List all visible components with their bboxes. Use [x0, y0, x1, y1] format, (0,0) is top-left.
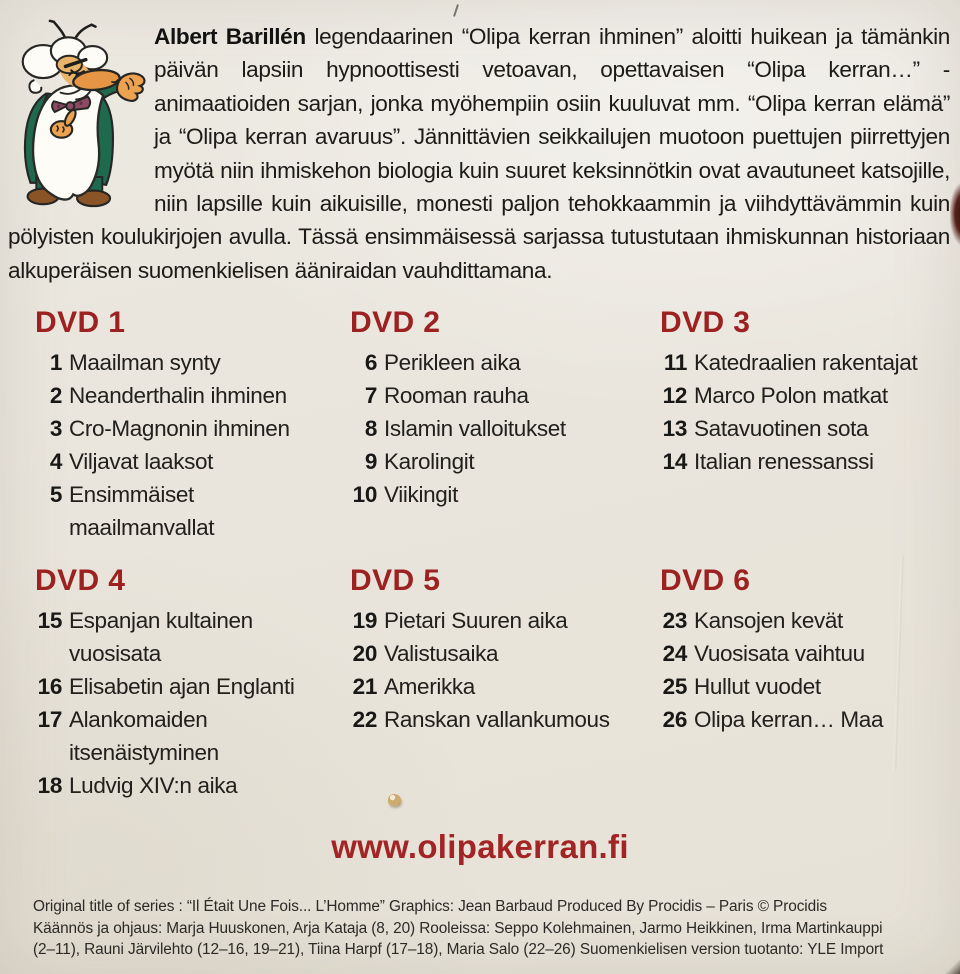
disc-heading: DVD 4	[35, 564, 126, 598]
episode-number: 12	[662, 383, 687, 409]
episode-row	[660, 604, 950, 637]
episode-number: 2	[49, 383, 62, 409]
episode-row	[35, 769, 315, 802]
episode-row	[660, 670, 950, 703]
episode-number: 4	[49, 449, 62, 475]
episode-number: 19	[352, 608, 377, 634]
episode-number: 22	[352, 707, 377, 733]
paper-crumb	[388, 794, 401, 806]
episode-row	[660, 637, 950, 670]
episode-row	[660, 445, 950, 478]
episode-number: 6	[364, 350, 377, 376]
disc-section-dvd4	[35, 565, 315, 802]
disc-heading: DVD 2	[350, 306, 441, 340]
disc-listings-grid	[0, 287, 960, 802]
episode-number: 9	[364, 449, 377, 475]
maestro-mascot-illustration	[8, 16, 150, 210]
episode-title: Ensimmäiset maailmanvallat	[69, 482, 215, 541]
intro-text: legendaarinen “Olipa kerran ihminen” aloitti huikean ja tämänkin päivän lapsiin hypnoottisesti vetoavan, opettavaisen “Olipa kerran…” -animaatioiden sarjan, jonka myöhempiin osiin kuuluvat mm. “Olipa kerran elämä” ja “Olipa kerran avaruus”. Jännittävien seikkailujen muotoon puettujen piirrettyjen myötä niin ihmiskehon biologia kuin suuret keksinnötkin ovat avautuneet katsojille, niin lapsille kuin aikuisille, monesti paljon tehokkaammin ja viihdyttävämmin kuin pölyisten koulukirjojen avulla. Tässä ensimmäisessä sarjassa tutustutaan ihmiskunnan historiaan alkuperäisen suomenkielisen ääniraidan vauhdittamana.	[8, 24, 951, 283]
episode-number: 25	[662, 674, 687, 700]
episode-row	[350, 445, 625, 478]
maestro-mascot-icon	[8, 16, 150, 210]
episode-title: Kansojen kevät	[694, 608, 843, 634]
episode-title: Alankomaiden itsenäistyminen	[69, 707, 219, 766]
episode-row	[350, 703, 625, 736]
episode-row	[35, 412, 315, 445]
disc-heading: DVD 5	[350, 564, 441, 598]
episode-title: Maailman synty	[69, 350, 221, 376]
episode-number: 24	[662, 641, 687, 667]
episode-title: Marco Polon matkat	[694, 383, 888, 409]
disc-section-dvd2	[350, 307, 625, 544]
disc-section-dvd5	[350, 565, 625, 802]
episode-number: 15	[37, 608, 62, 634]
credits-line-cast-production: (2–11), Rauni Järvilehto (12–16, 19–21), Tiina Harpf (17–18), Maria Salo (22–26) Suomenkielisen version tuotanto: YLE Import	[33, 941, 884, 959]
episode-row	[35, 478, 315, 544]
episode-row	[350, 478, 625, 511]
episode-number: 26	[662, 707, 687, 733]
episode-row	[350, 412, 625, 445]
credits-block	[0, 866, 960, 961]
episode-row	[350, 670, 625, 703]
episode-title: Olipa kerran… Maa	[694, 707, 884, 733]
episode-title: Viljavat laaksot	[69, 449, 214, 475]
disc-heading: DVD 3	[660, 306, 751, 340]
episode-title: Espanjan kultainen vuosisata	[69, 608, 253, 667]
episode-number: 21	[352, 674, 377, 700]
credits-line-original-title: Original title of series : “Il Était Une Fois... L’Homme” Graphics: Jean Barbaud Produced By Procidis – Paris © Procidis	[33, 898, 827, 916]
episode-number: 14	[662, 449, 687, 475]
episode-title: Cro-Magnonin ihminen	[69, 416, 290, 442]
disc-section-dvd1	[35, 307, 315, 544]
episode-row	[35, 703, 315, 769]
episode-title: Perikleen aika	[384, 350, 521, 376]
disc-section-dvd3	[660, 307, 950, 544]
episode-title: Elisabetin ajan Englanti	[69, 674, 295, 700]
episode-title: Vuosisata vaihtuu	[694, 641, 865, 667]
disc-section-dvd6	[660, 565, 950, 802]
episode-title: Viikingit	[384, 482, 458, 508]
episode-number: 3	[49, 416, 62, 442]
episode-number: 11	[663, 350, 687, 376]
episode-title: Katedraalien rakentajat	[694, 350, 918, 376]
episode-row	[350, 346, 625, 379]
photo-corner-shadow	[942, 956, 960, 974]
episode-number: 10	[352, 482, 377, 508]
author-name: Albert Barillén	[154, 24, 306, 49]
episode-number: 13	[662, 416, 687, 442]
episode-title: Ranskan vallankumous	[384, 707, 610, 733]
episode-row	[35, 604, 315, 670]
disc-heading: DVD 6	[660, 564, 751, 598]
episode-number: 16	[37, 674, 62, 700]
episode-number: 20	[352, 641, 377, 667]
photo-edge-shadow	[950, 183, 960, 245]
episode-number: 8	[364, 416, 377, 442]
episode-row	[350, 379, 625, 412]
episode-title: Karolingit	[384, 449, 475, 475]
episode-number: 1	[49, 350, 62, 376]
episode-row	[660, 346, 950, 379]
episode-row	[660, 703, 950, 736]
episode-row	[350, 637, 625, 670]
episode-row	[35, 445, 315, 478]
episode-title: Valistusaika	[384, 641, 499, 667]
episode-title: Islamin valloitukset	[384, 416, 566, 442]
episode-title: Amerikka	[384, 674, 475, 700]
episode-row	[35, 346, 315, 379]
episode-title: Italian renessanssi	[694, 449, 874, 475]
episode-row	[35, 379, 315, 412]
episode-row	[660, 379, 950, 412]
intro-section	[0, 0, 960, 287]
episode-number: 17	[37, 707, 62, 733]
credits-line-translation-cast: Käännös ja ohjaus: Marja Huuskonen, Arja Kataja (8, 20) Rooleissa: Seppo Kolehmainen, Jarmo Heikkinen, Irma Martinkauppi	[33, 919, 883, 937]
episode-number: 7	[364, 383, 377, 409]
website-url: www.olipakerran.fi	[331, 828, 629, 866]
episode-title: Hullut vuodet	[694, 674, 821, 700]
disc-heading: DVD 1	[35, 306, 126, 340]
episode-number: 5	[49, 482, 62, 508]
episode-row	[350, 604, 625, 637]
episode-title: Ludvig XIV:n aika	[69, 773, 238, 799]
episode-title: Rooman rauha	[384, 383, 529, 409]
episode-row	[660, 412, 950, 445]
episode-title: Neanderthalin ihminen	[69, 383, 287, 409]
episode-title: Pietari Suuren aika	[384, 608, 568, 634]
episode-number: 23	[662, 608, 687, 634]
episode-row	[35, 670, 315, 703]
episode-number: 18	[37, 773, 62, 799]
episode-title: Satavuotinen sota	[694, 416, 869, 442]
